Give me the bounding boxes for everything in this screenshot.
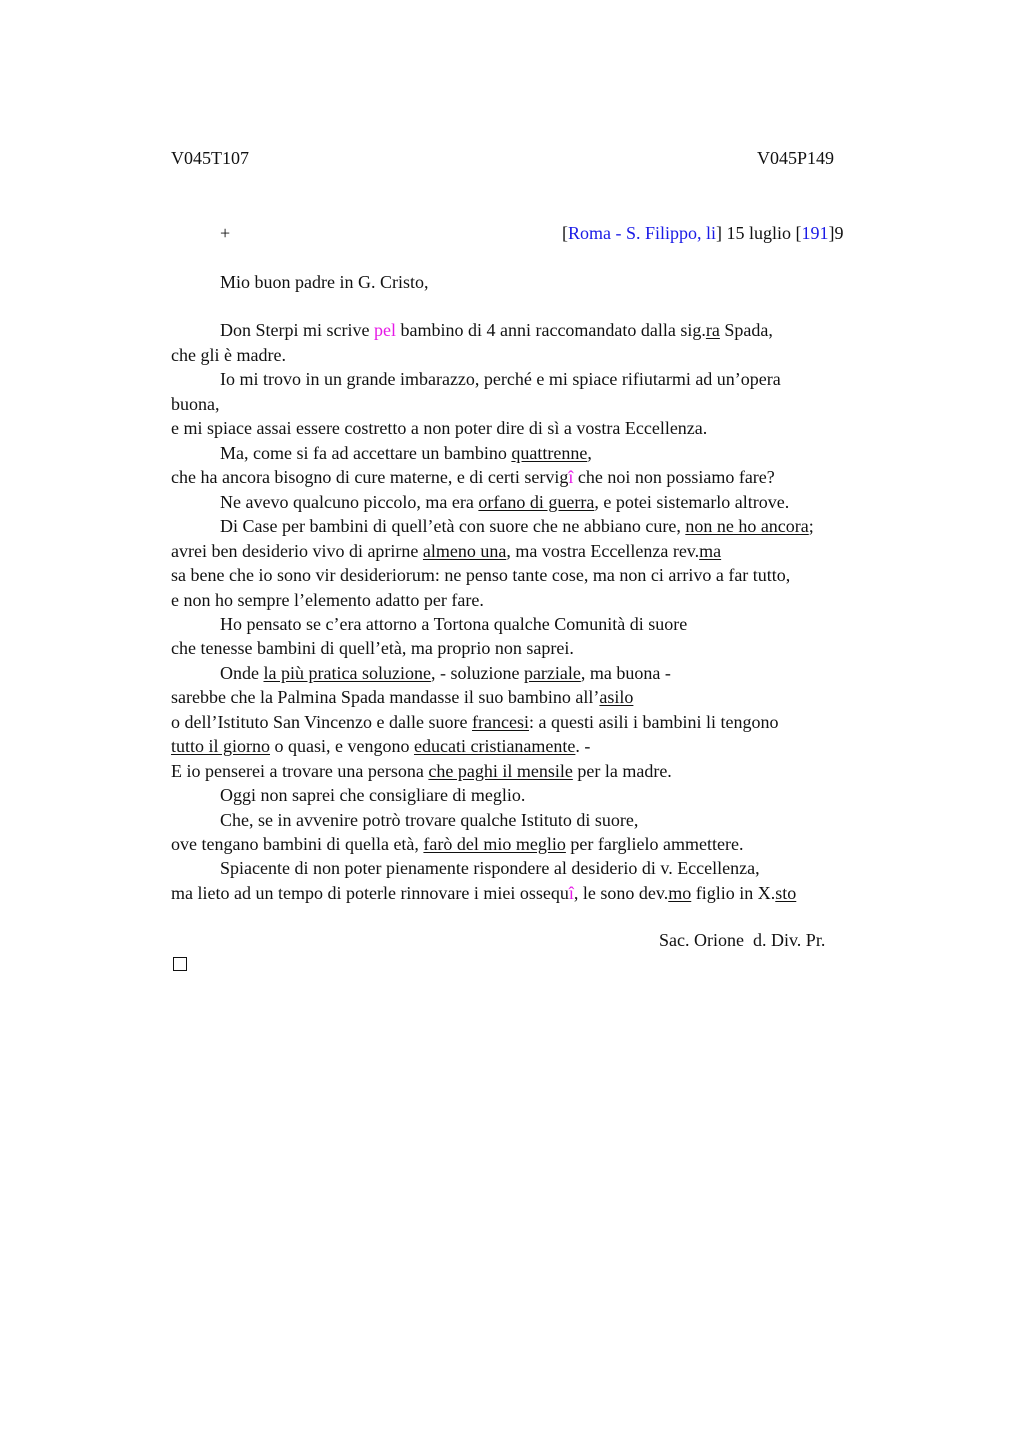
text: avrei ben desiderio vivo di aprirne: [171, 541, 423, 561]
text: , e potei sistemarlo altrove.: [594, 492, 790, 512]
underlined-text: la più pratica soluzione: [263, 663, 431, 683]
text: , le sono dev.: [573, 883, 669, 903]
underlined-text: parziale: [523, 663, 581, 683]
underlined-text: mo: [668, 883, 692, 903]
year-digit: 9: [834, 223, 844, 243]
underlined-text: che paghi il mensile: [428, 761, 573, 781]
underlined-text: ra: [705, 320, 720, 340]
letter-line: Oggi non saprei che consigliare di meglio.: [220, 785, 526, 805]
bracket: [: [562, 223, 568, 243]
underlined-text: almeno una: [422, 541, 507, 561]
letter-line: [220, 663, 671, 684]
letter-line: [220, 320, 773, 341]
editorial-mark: î: [568, 467, 574, 487]
signature: Sac. Orione d. Div. Pr.: [659, 930, 826, 950]
text: o dell’Istituto San Vincenzo e dalle suore: [171, 712, 473, 732]
text: ma lieto ad un tempo di poterle rinnovare i miei ossequ: [171, 883, 569, 903]
text: , - soluzione: [430, 663, 524, 683]
text: Di Case per bambini di quell’età con suore che ne abbiano cure,: [220, 516, 686, 536]
place-name: Roma - S. Filippo, li: [568, 223, 717, 243]
text: per la madre.: [572, 761, 672, 781]
text: ;: [808, 516, 814, 536]
text: che noi non possiamo fare?: [573, 467, 775, 487]
letter-line: [171, 541, 721, 562]
letter-line: [171, 467, 775, 488]
underlined-text: orfano di guerra: [478, 492, 595, 512]
letter-line: e non ho sempre l’elemento adatto per fare.: [171, 590, 484, 610]
dateline: [562, 223, 844, 244]
letter-line: Che, se in avvenire potrò trovare qualche Istituto di suore,: [220, 810, 639, 830]
letter-line: [171, 712, 778, 733]
end-box-mark: [173, 957, 187, 971]
letter-line: che tenesse bambini di quell’età, ma proprio non saprei.: [171, 638, 574, 658]
bracket: ]: [716, 223, 723, 243]
editorial-word: pel: [373, 320, 396, 340]
text: figlio in X.: [691, 883, 776, 903]
text: , ma buona -: [580, 663, 671, 683]
text: ,: [587, 443, 592, 463]
underlined-text: francesi: [472, 712, 529, 732]
date-text: 15 luglio: [722, 223, 796, 243]
letter-line: [171, 883, 796, 904]
underlined-text: tutto il giorno: [171, 736, 270, 756]
year-editorial: 191: [801, 223, 829, 243]
letter-line: [171, 736, 590, 757]
text: , ma vostra Eccellenza rev.: [506, 541, 700, 561]
text: E io penserei a trovare una persona: [171, 761, 429, 781]
text: Spada,: [719, 320, 773, 340]
underlined-text: asilo: [599, 687, 634, 707]
bracket: [: [795, 223, 802, 243]
text: ove tengano bambini di quella età,: [171, 834, 424, 854]
text: Ma, come si fa ad accettare un bambino: [220, 443, 512, 463]
letter-line: e mi spiace assai essere costretto a non poter dire di sì a vostra Eccellenza.: [171, 418, 708, 438]
letter-line: [171, 687, 633, 708]
document-code-right: V045P149: [757, 148, 835, 168]
text: per farglielo ammettere.: [565, 834, 744, 854]
letter-line: buona,: [171, 394, 220, 414]
letter-line: Ho pensato se c’era attorno a Tortona qualche Comunità di suore: [220, 614, 688, 634]
text: o quasi, e vengono: [270, 736, 414, 756]
text: : a questi asili i bambini li tengono: [528, 712, 779, 732]
salutation: Mio buon padre in G. Cristo,: [220, 272, 429, 292]
underlined-text: sto: [775, 883, 797, 903]
underlined-text: farò del mio meglio: [423, 834, 566, 854]
underlined-text: ma: [699, 541, 722, 561]
letter-line: [220, 443, 592, 464]
text: Onde: [220, 663, 264, 683]
text: che ha ancora bisogno di cure materne, e di certi servig: [171, 467, 569, 487]
cross-mark: +: [220, 223, 231, 243]
bracket: ]: [828, 223, 835, 243]
text: bambino di 4 anni raccomandato dalla sig.: [395, 320, 706, 340]
underlined-text: educati cristianamente: [413, 736, 576, 756]
underlined-text: quattrenne: [511, 443, 588, 463]
letter-line: Io mi trovo in un grande imbarazzo, perché e mi spiace rifiutarmi ad un’opera: [220, 369, 781, 389]
text: sarebbe che la Palmina Spada mandasse il suo bambino all’: [171, 687, 600, 707]
letter-line: sa bene che io sono vir desideriorum: ne penso tante cose, ma non ci arrivo a far tutto,: [171, 565, 791, 585]
underlined-text: non ne ho ancora: [685, 516, 809, 536]
letter-line: [220, 516, 814, 537]
letter-line: che gli è madre.: [171, 345, 286, 365]
editorial-mark: î: [568, 883, 574, 903]
letter-line: Spiacente di non poter pienamente rispondere al desiderio di v. Eccellenza,: [220, 858, 760, 878]
letter-line: [220, 492, 789, 513]
letter-line: [171, 834, 743, 855]
text: . -: [575, 736, 591, 756]
letter-line: [171, 761, 672, 782]
text: Don Sterpi mi scrive: [220, 320, 374, 340]
document-code-left: V045T107: [171, 148, 249, 168]
text: Ne avevo qualcuno piccolo, ma era: [220, 492, 479, 512]
